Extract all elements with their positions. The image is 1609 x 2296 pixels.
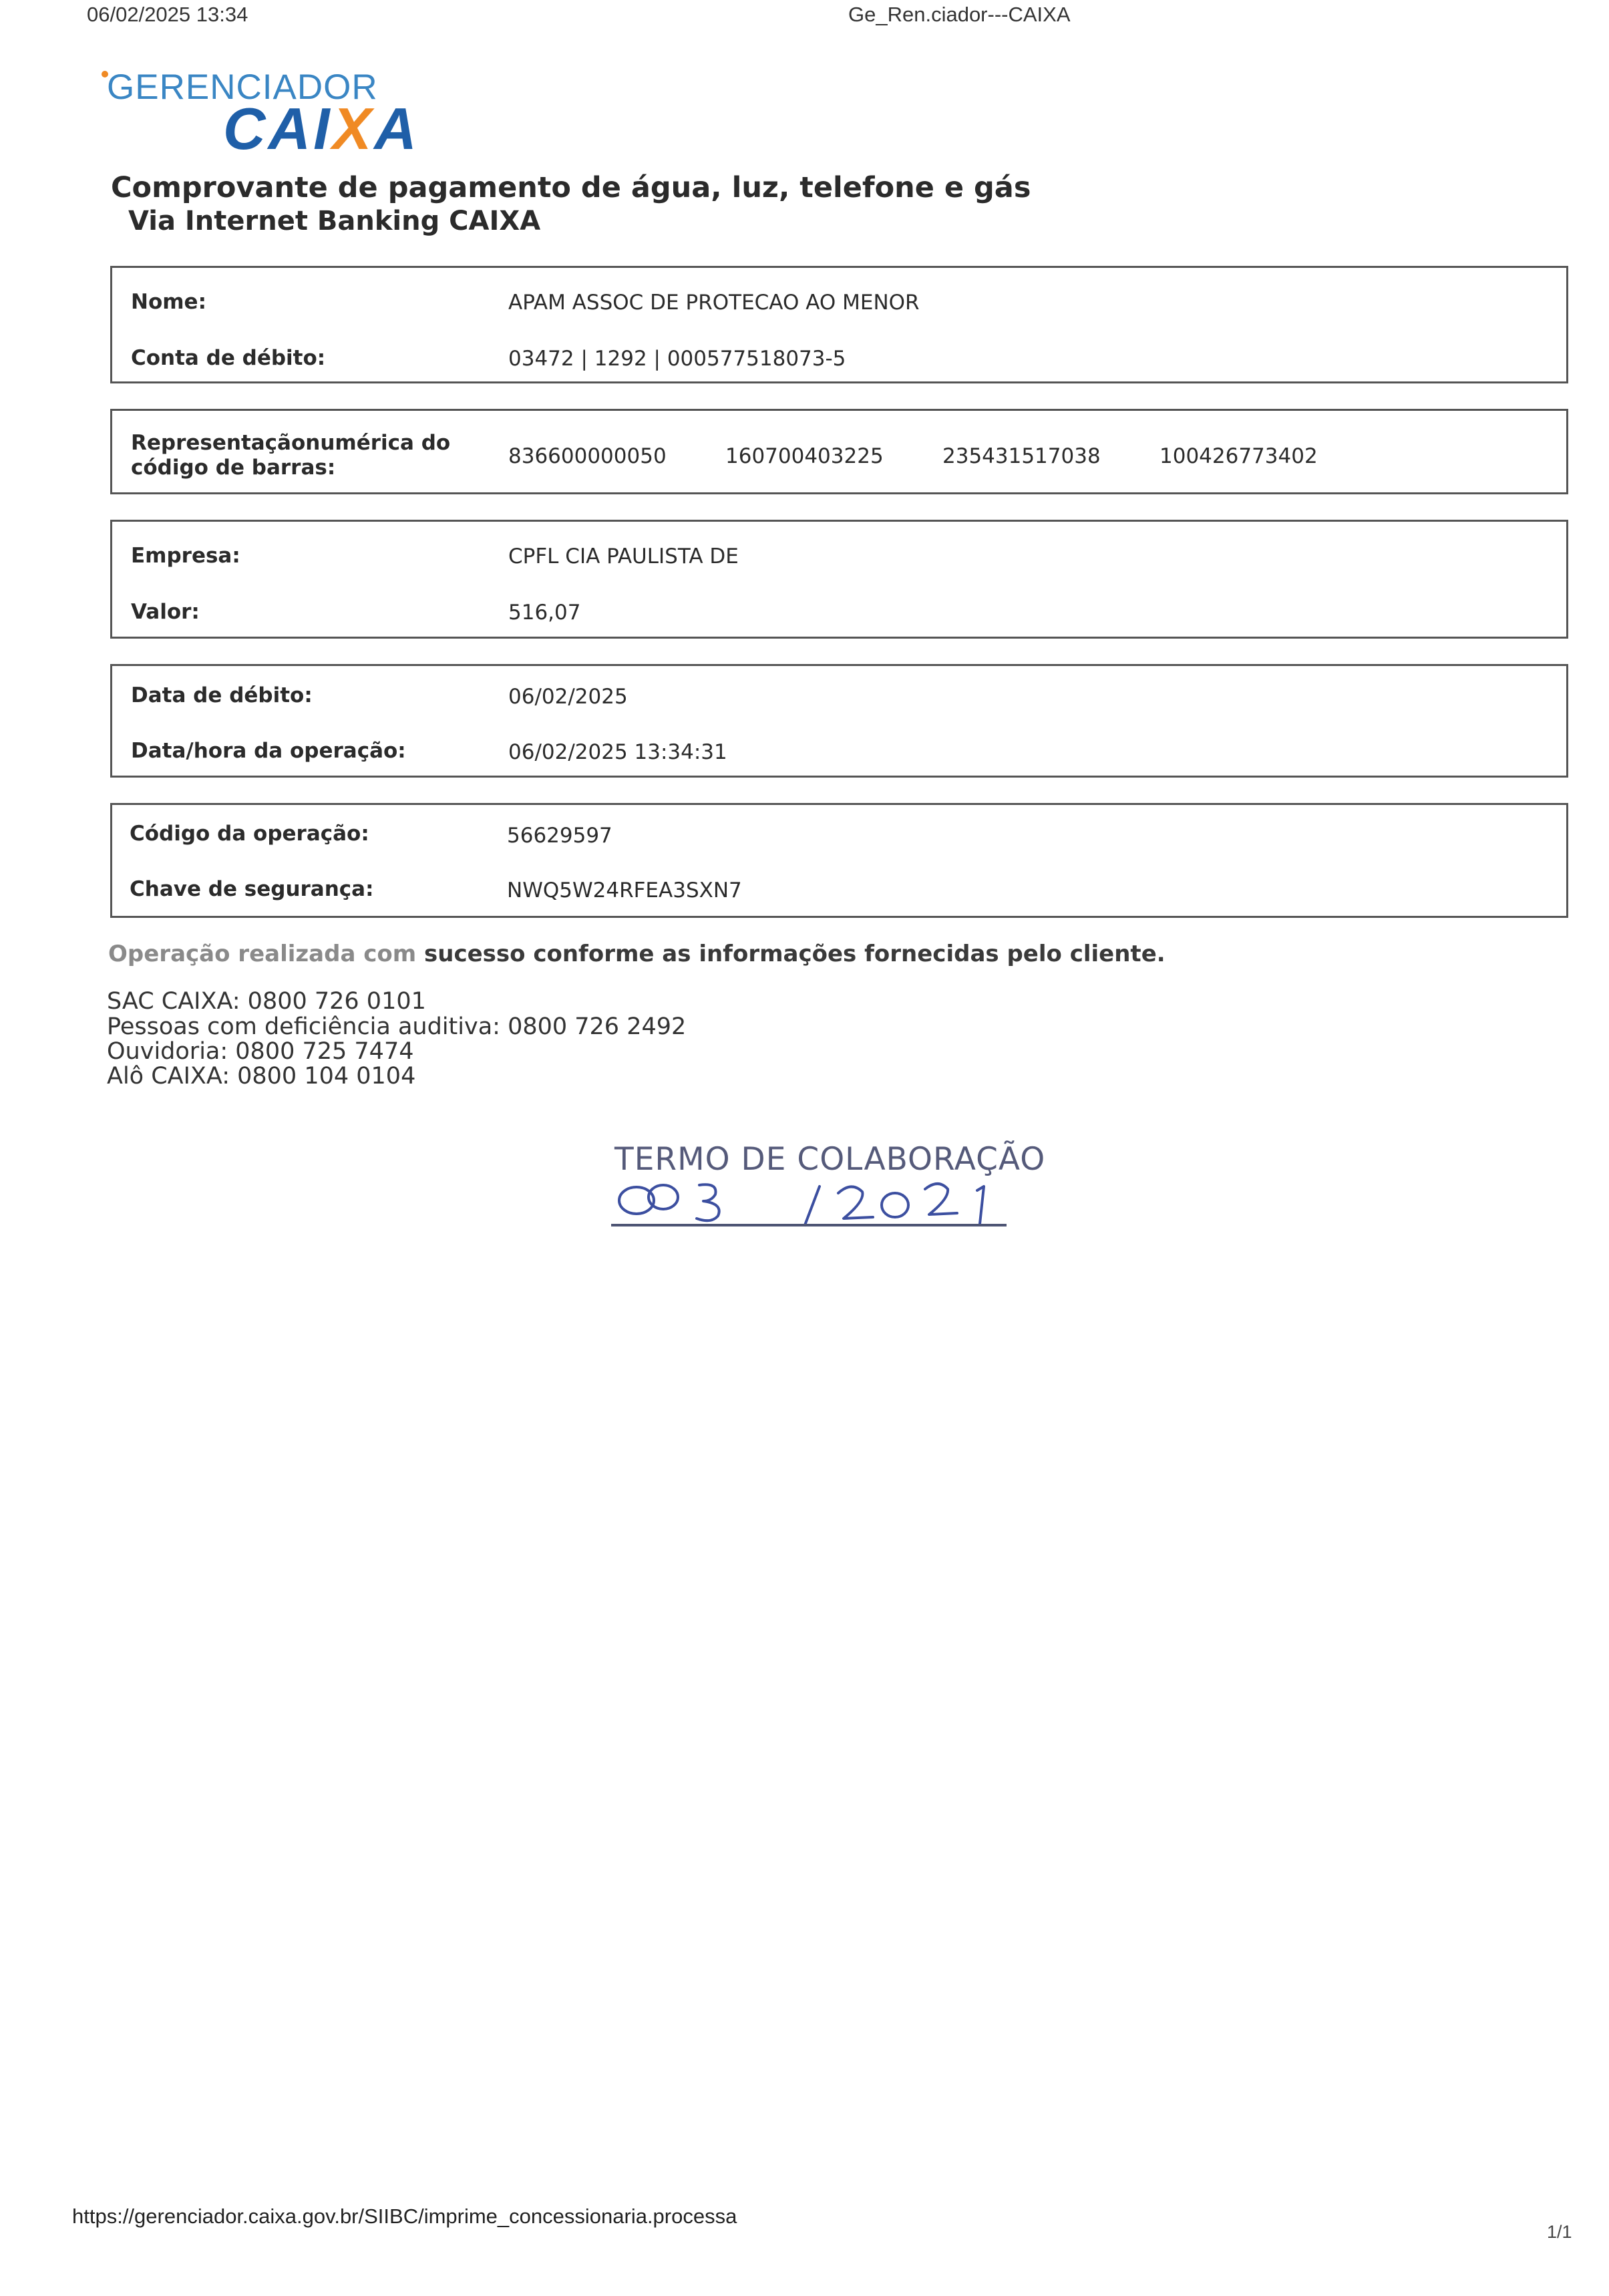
print-datetime: 06/02/2025 13:34: [87, 3, 248, 26]
success-message: [108, 941, 1166, 967]
stamp-underline: [611, 1224, 1007, 1226]
payee-box: [110, 520, 1568, 639]
operation-box: [110, 803, 1568, 918]
stamp-termo-colaboracao: TERMO DE COLABORAÇÃO: [614, 1141, 1046, 1178]
success-part2: sucesso conforme as informações fornecidas pelo cliente.: [424, 941, 1166, 967]
pessoas-number: 0800 726 2492: [508, 1013, 687, 1040]
account-info-box: [110, 266, 1568, 383]
barcode-label-line1: Representaçãonumérica do: [131, 431, 451, 455]
conta-label: Conta de débito:: [131, 346, 326, 370]
barcode-group-3: 235431517038: [942, 444, 1101, 468]
nome-label: Nome:: [131, 290, 206, 314]
dates-box: [110, 664, 1568, 778]
success-part1: Operação realizada com: [108, 941, 425, 967]
ouvidoria-contact: Ouvidoria: 0800 725 7474: [107, 1038, 414, 1065]
print-page-number: 1/1: [1547, 2222, 1572, 2242]
logo-caixa-part2: A: [374, 96, 419, 162]
logo-gerenciador: GERENCIADOR: [107, 67, 378, 107]
barcode-label: [131, 431, 450, 480]
receipt-title: Comprovante de pagamento de água, luz, telefone e gás: [111, 171, 1031, 204]
codigo-label: Código da operação:: [130, 822, 369, 846]
empresa-value: CPFL CIA PAULISTA DE: [508, 544, 739, 568]
data-debito-label: Data de débito:: [131, 683, 313, 707]
logo-caixa-x: X: [332, 96, 375, 162]
barcode-group-1: 836600000050: [508, 444, 667, 468]
data-hora-value: 06/02/2025 13:34:31: [508, 740, 727, 764]
sac-contact: SAC CAIXA: 0800 726 0101: [107, 988, 426, 1015]
data-debito-value: 06/02/2025: [508, 685, 628, 709]
barcode-group-4: 100426773402: [1159, 444, 1318, 468]
handwritten-number: [611, 1177, 1012, 1231]
receipt-subtitle: Via Internet Banking CAIXA: [128, 206, 541, 236]
valor-value: 516,07: [508, 601, 581, 625]
pessoas-label: Pessoas com deficiência auditiva:: [107, 1013, 508, 1040]
print-footer-url: https://gerenciador.caixa.gov.br/SIIBC/imprime_concessionaria.processa: [72, 2204, 737, 2228]
chave-label: Chave de segurança:: [130, 877, 374, 901]
barcode-box: [110, 409, 1568, 494]
pessoas-contact: [107, 1015, 686, 1039]
logo-caixa: [223, 95, 419, 163]
barcode-group-2: 160700403225: [725, 444, 884, 468]
print-page-title: Ge_Ren.ciador---CAIXA: [848, 3, 1071, 26]
empresa-label: Empresa:: [131, 544, 240, 568]
codigo-value: 56629597: [507, 824, 612, 848]
data-hora-label: Data/hora da operação:: [131, 739, 406, 763]
logo-caixa-part1: CAI: [223, 96, 333, 162]
chave-value: NWQ5W24RFEA3SXN7: [507, 878, 742, 903]
conta-value: 03472 | 1292 | 000577518073-5: [508, 347, 846, 371]
alo-contact: Alô CAIXA: 0800 104 0104: [107, 1063, 416, 1090]
barcode-label-line2: código de barras:: [131, 456, 336, 480]
valor-label: Valor:: [131, 600, 200, 624]
nome-value: APAM ASSOC DE PROTECAO AO MENOR: [508, 291, 920, 315]
